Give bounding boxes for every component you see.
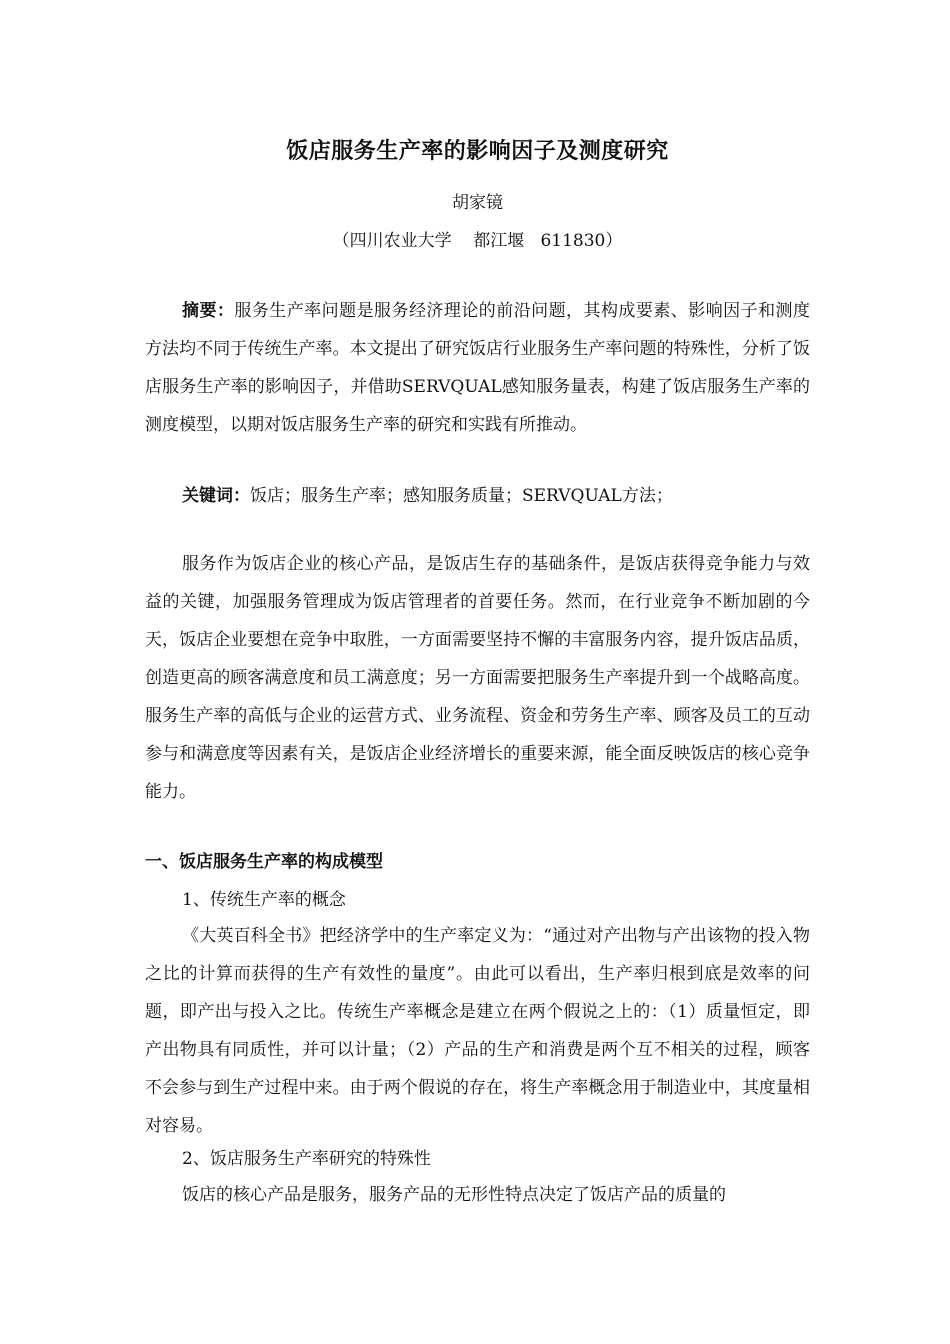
intro-paragraph: 服务作为饭店企业的核心产品，是饭店生存的基础条件，是饭店获得竞争能力与效益的关键，加强服务管理成为饭店管理者的首要任务。然而，在行业竞争不断加剧的今天，饭店企业要想在竞争中取胜，一方面需要坚持不懈的丰富服务内容，提升饭店品质，创造更高的顾客满意度和员工满意度；另一方面需要把服务生产率提升到一个战略高度。服务生产率的高低与企业的运营方式、业务流程、资金和劳务生产率、顾客及员工的互动参与和满意度等因素有关，是饭店企业经济增长的重要来源，能全面反映饭店的核心竞争能力。 xyxy=(145,554,810,802)
subsection-2-paragraph: 饭店的核心产品是服务，服务产品的无形性特点决定了饭店产品的质量的 xyxy=(182,1185,726,1205)
abstract-text: 服务生产率问题是服务经济理论的前沿问题，其构成要素、影响因子和测度方法均不同于传统生产率。本文提出了研究饭店行业服务生产率问题的特殊性，分析了饭店服务生产率的影响因子，并借助SERVQUAL感知服务量表，构建了饭店服务生产率的测度模型，以期对饭店服务生产率的研究和实践有所推动。 xyxy=(145,301,811,435)
author-name: 胡家镜 xyxy=(452,193,503,213)
keywords-text: 饭店；服务生产率；感知服务质量；SERVQUAL方法； xyxy=(250,486,673,506)
author-affiliation: （四川农业大学 都江堰 611830） xyxy=(332,231,623,251)
abstract-label: 摘要： xyxy=(182,301,235,321)
section-1-heading: 一、饭店服务生产率的构成模型 xyxy=(145,852,383,872)
subsection-2-heading: 2、饭店服务生产率研究的特殊性 xyxy=(182,1149,431,1169)
keywords-label: 关键词： xyxy=(182,486,250,506)
subsection-1-paragraph: 《大英百科全书》把经济学中的生产率定义为：“通过对产出物与产出该物的投入物之比的计算而获得的生产有效性的量度”。由此可以看出，生产率归根到底是效率的问题，即产出与投入之比。传统生产率概念是建立在两个假说之上的：（1）质量恒定，即产出物具有同质性，并可以计量；（2）产品的生产和消费是两个互不相关的过程，顾客不会参与到生产过程中来。由于两个假说的存在，将生产率概念用于制造业中，其度量相对容易。 xyxy=(145,926,810,1136)
abstract-paragraph xyxy=(145,292,810,444)
keywords-paragraph xyxy=(145,477,810,515)
paper-title: 饭店服务生产率的影响因子及测度研究 xyxy=(286,138,669,164)
subsection-1-heading: 1、传统生产率的概念 xyxy=(182,890,346,910)
